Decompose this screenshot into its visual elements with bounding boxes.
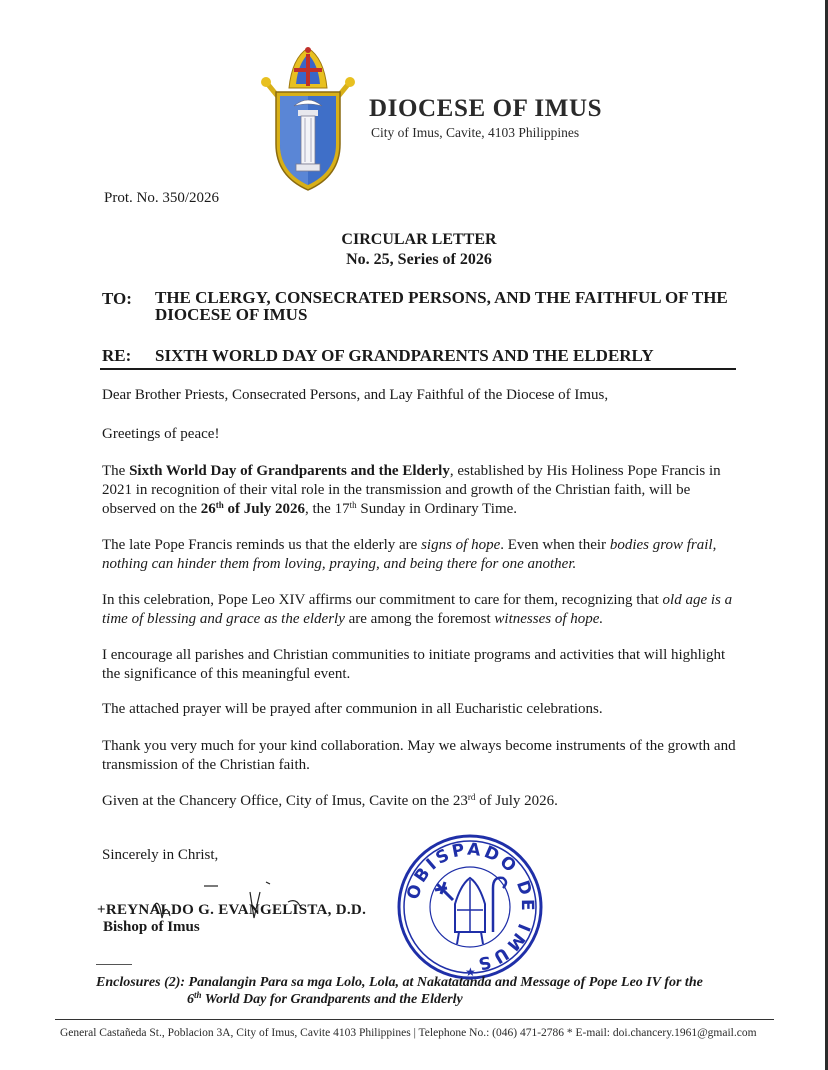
obispado-seal-stamp: [395, 832, 545, 982]
enclosure-divider: [96, 964, 132, 965]
paragraph-given: Given at the Chancery Office, City of Imus, Cavite on the 23rd of July 2026.: [102, 792, 558, 809]
paragraph-encourage: I encourage all parishes and Christian communities to initiate programs and activities that will highlight the significance of this meaningful event.: [102, 647, 726, 682]
to-label: TO:: [102, 289, 132, 308]
paragraph-prayer: The attached prayer will be prayed after communion in all Eucharistic celebrations.: [102, 701, 603, 717]
enclosures-note: [96, 974, 756, 1008]
footer-divider: [55, 1019, 774, 1020]
paragraph-pope-francis: The late Pope Francis reminds us that the elderly are signs of hope. Even when their bodies grow frail, nothing can hinder them from loving, praying, and being there for one another.: [102, 537, 717, 572]
to-recipients: THE CLERGY, CONSECRATED PERSONS, AND THE FAITHFUL OF THE DIOCESE OF IMUS: [155, 288, 728, 324]
re-subject: SIXTH WORLD DAY OF GRANDPARENTS AND THE ELDERLY: [155, 346, 654, 365]
greeting: Greetings of peace!: [102, 426, 220, 442]
signatory-name: +REYNALDO G. EVANGELISTA, D.D.: [97, 902, 367, 918]
footer-contact: General Castañeda St., Poblacion 3A, City of Imus, Cavite 4103 Philippines | Telephone No.: (046) 471-2786 * E-mail: doi.chancery.1961@gmail.com: [60, 1027, 757, 1039]
seal-text: OBISPADO DE IMUS: [403, 839, 538, 974]
enclosures-line-2: 6th World Day for Grandparents and the Elderly: [187, 990, 463, 1007]
paragraph-thanks: Thank you very much for your kind collaboration. May we always become instruments of the growth and transmission of the Christian faith.: [102, 738, 736, 773]
re-label: RE:: [102, 346, 132, 365]
diocese-address: City of Imus, Cavite, 4103 Philippines: [371, 125, 580, 140]
diocese-crest-icon: [256, 44, 360, 192]
closing: Sincerely in Christ,: [102, 847, 219, 863]
paragraph-pope-leo: In this celebration, Pope Leo XIV affirms our commitment to care for them, recognizing that old age is a time of blessing and grace as the elderly are among the foremost witnesses of hope.: [102, 592, 733, 627]
svg-text:★: ★: [465, 965, 476, 979]
subject-divider: [100, 368, 736, 370]
circular-heading: [0, 230, 828, 270]
enclosures-line-1: Enclosures (2): Panalangin Para sa mga Lolo, Lola, at Nakatatanda and Message of Pope Leo IV for the: [96, 975, 703, 990]
paragraph-announcement: The Sixth World Day of Grandparents and the Elderly, established by His Holiness Pope Francis in 2021 in recognition of their vital role in the transmission and growth of the Christian faith, will be observed on the 26th of July 2026, the 17th Sunday in Ordinary Time.: [102, 463, 721, 517]
circular-series: No. 25, Series of 2026: [346, 251, 492, 268]
protocol-number: Prot. No. 350/2026: [104, 190, 220, 206]
diocese-title: DIOCESE OF IMUS: [369, 95, 603, 122]
signatory-title: Bishop of Imus: [103, 919, 200, 935]
circular-title: CIRCULAR LETTER: [341, 231, 497, 248]
salutation: Dear Brother Priests, Consecrated Persons, and Lay Faithful of the Diocese of Imus,: [102, 387, 609, 403]
